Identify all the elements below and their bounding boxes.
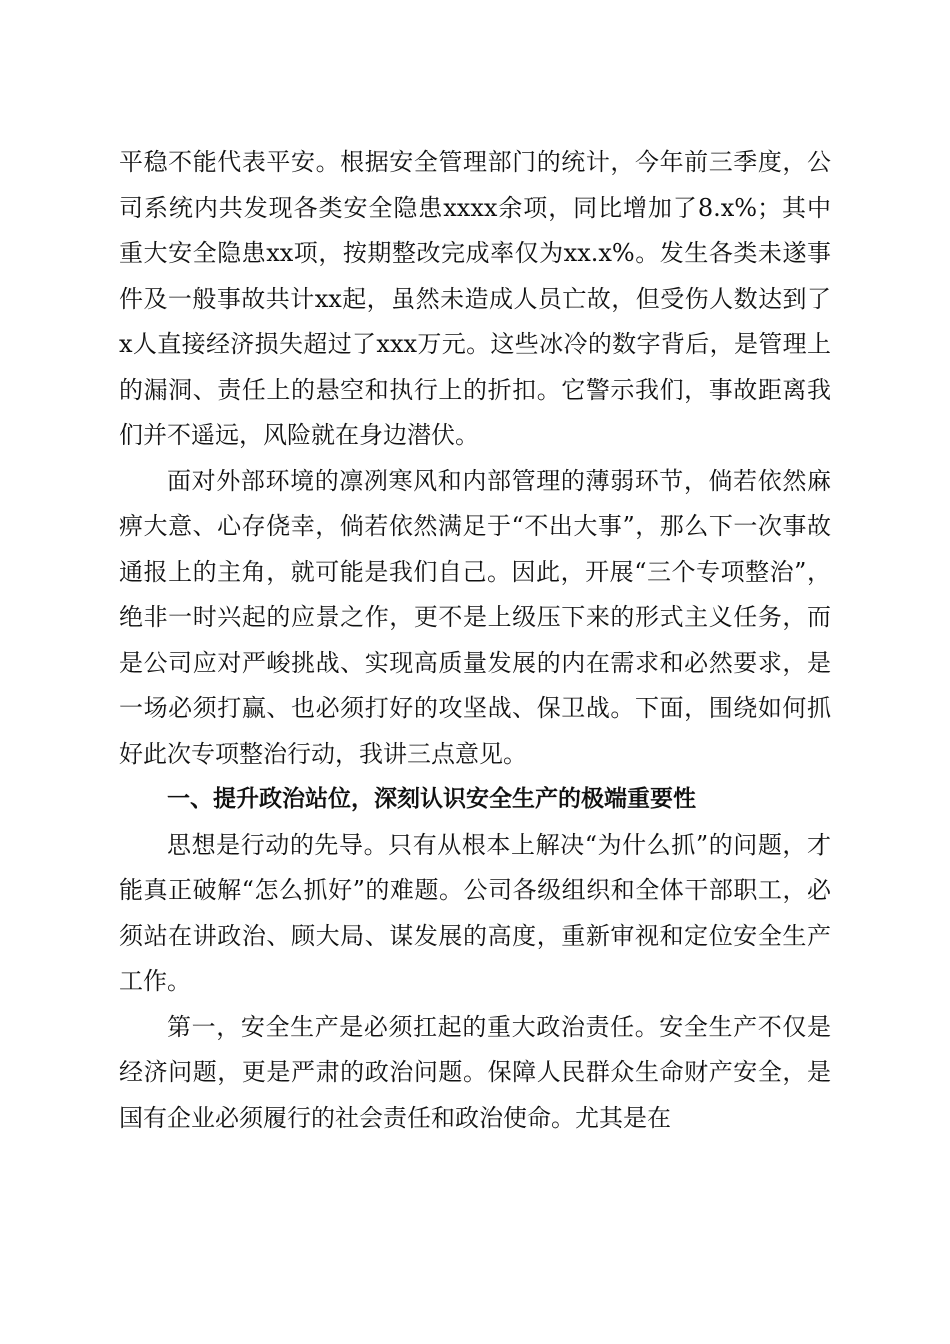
paragraph-statistics: 平稳不能代表平安。根据安全管理部门的统计，今年前三季度，公司系统内共发现各类安全隐患xxxx余项，同比增加了8.x%；其中重大安全隐患xx项，按期整改完成率仅为xx.x%。发生各类未遂事件及一般事故共计xx起，虽然未造成人员亡故，但受伤人数达到了x人直接经济损失超过了xxx万元。这些冰冷的数字背后，是管理上的漏洞、责任上的悬空和执行上的折扣。它警示我们，事故距离我们并不遥远，风险就在身边潜伏。 <box>119 148 831 449</box>
document-body <box>119 140 831 1141</box>
paragraph-first-point: 第一，安全生产是必须扛起的重大政治责任。安全生产不仅是经济问题，更是严肃的政治问题。保障人民群众生命财产安全，是国有企业必须履行的社会责任和政治使命。尤其是在 <box>119 1012 831 1132</box>
paragraph-thinking: 思想是行动的先导。只有从根本上解决“为什么抓”的问题，才能真正破解“怎么抓好”的难题。公司各级组织和全体干部职工，必须站在讲政治、顾大局、谋发展的高度，重新审视和定位安全生产工作。 <box>119 830 831 995</box>
paragraph-challenges: 面对外部环境的凛冽寒风和内部管理的薄弱环节，倘若依然麻痹大意、心存侥幸，倘若依然满足于“不出大事”，那么下一次事故通报上的主角，就可能是我们自己。因此，开展“三个专项整治”，绝非一时兴起的应景之作，更不是上级压下来的形式主义任务，而是公司应对严峻挑战、实现高质量发展的内在需求和必然要求，是一场必须打赢、也必须打好的攻坚战、保卫战。下面，围绕如何抓好此次专项整治行动，我讲三点意见。 <box>119 466 831 768</box>
section-heading-1: 一、提升政治站位，深刻认识安全生产的极端重要性 <box>167 786 696 812</box>
